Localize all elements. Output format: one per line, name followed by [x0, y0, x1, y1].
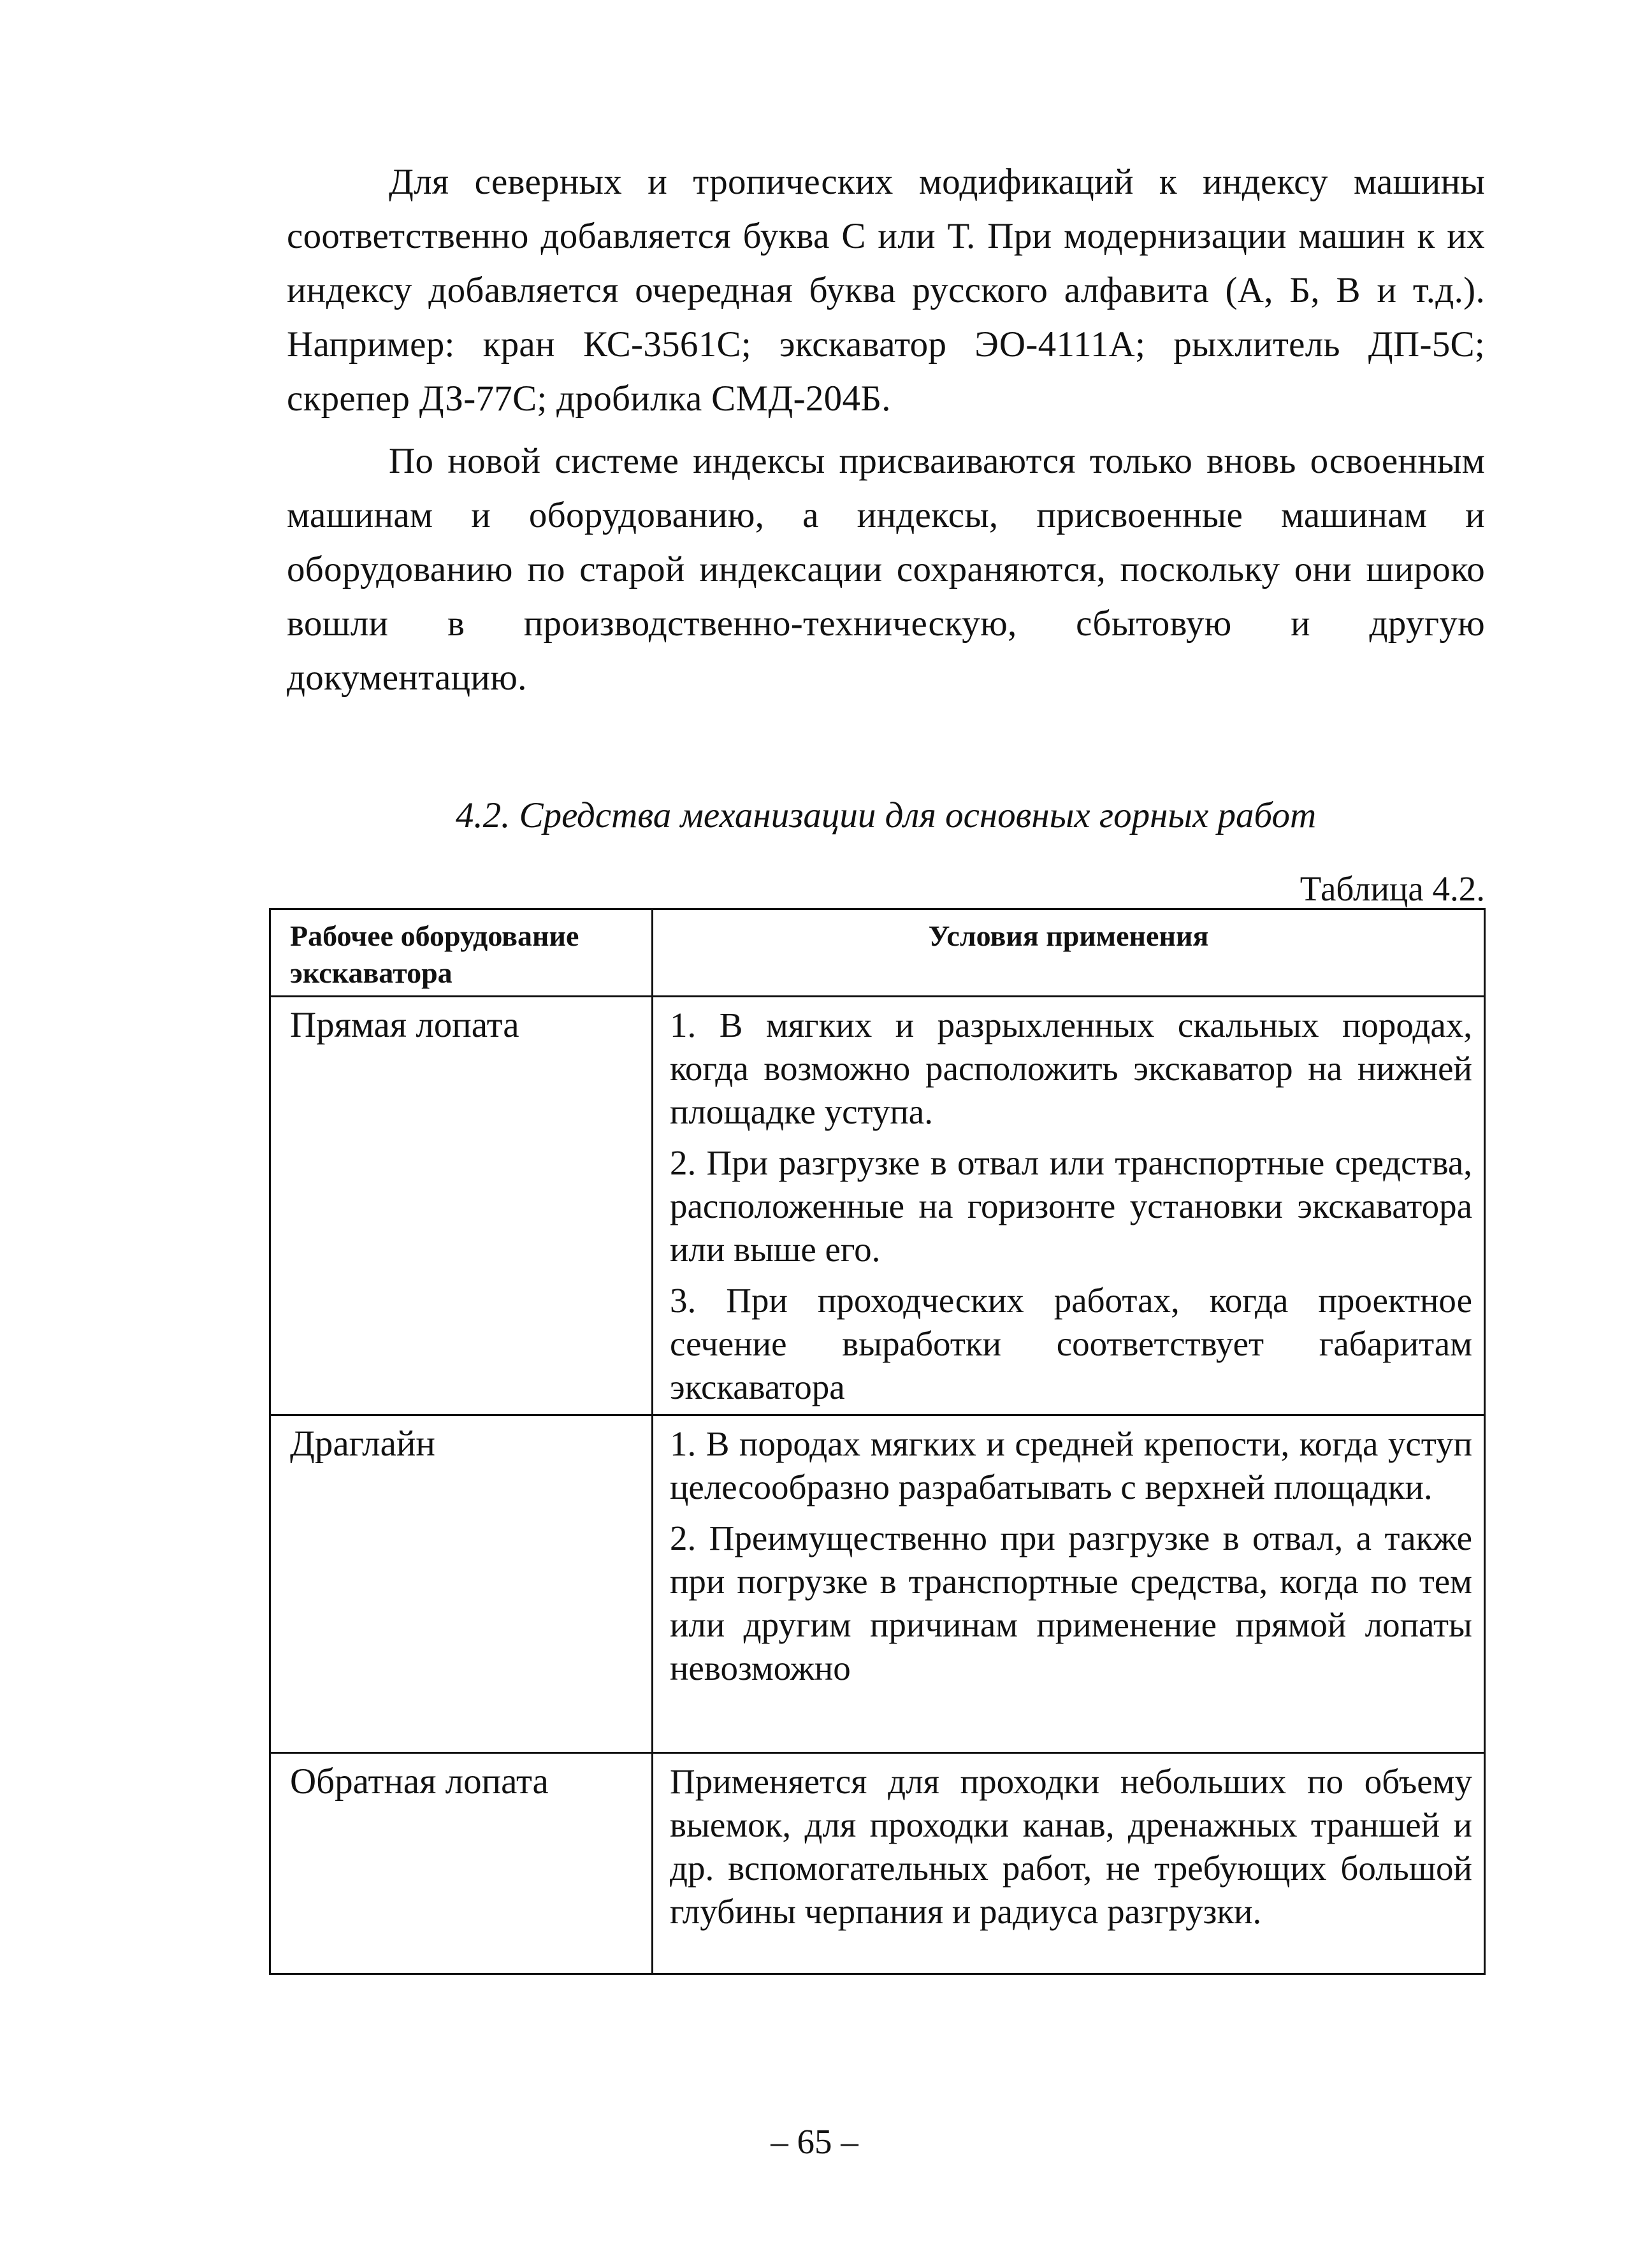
conditions-cell [653, 1753, 1485, 1974]
condition-item: 1. В породах мягких и средней крепости, когда уступ целесообразно разрабатывать с верхней площадки. [670, 1424, 1472, 1506]
excavator-equipment-table [269, 908, 1486, 1975]
header-equipment: Рабочее оборудование экскаватора [270, 909, 653, 997]
table-row [270, 1753, 1485, 1974]
table-row [270, 997, 1485, 1415]
condition-item: 2. При разгрузке в отвал или транспортные средства, расположенные на горизонте установки экскаватора или выше его. [670, 1143, 1472, 1269]
page-number: – 65 – [771, 2122, 858, 2161]
condition-item: 3. При проходческих работах, когда проектное сечение выработки соответствует габаритам экскаватора [670, 1281, 1472, 1406]
equipment-cell: Прямая лопата [270, 997, 653, 1415]
paragraph-index-modifications: Для северных и тропических модификаций к индексу машины соответственно добавляется буква С или Т. При модернизации машин к их индексу добавляется очередная буква русского алфавита (А, Б, В и т.д.). Например: кран КС-3561С; экскаватор ЭО-4111А; рыхлитель ДП-5С; скрепер ДЗ-77С; дробилка СМД-204Б. [287, 162, 1485, 419]
table-header-row [270, 909, 1485, 997]
condition-item: 1. В мягких и разрыхленных скальных породах, когда возможно расположить экскаватор на нижней площадке уступа. [670, 1006, 1472, 1131]
table-label: Таблица 4.2. [1300, 869, 1485, 908]
header-conditions: Условия применения [653, 909, 1485, 997]
conditions-cell [653, 1415, 1485, 1753]
conditions-cell [653, 997, 1485, 1415]
section-title: 4.2. Средства механизации для основных горных работ [455, 795, 1317, 835]
equipment-cell: Драглайн [270, 1415, 653, 1753]
table-row [270, 1415, 1485, 1753]
paragraph-new-index-system: По новой системе индексы присваиваются только вновь освоенным машинам и оборудованию, а индексы, присвоенные машинам и оборудованию по старой индексации сохраняются, поскольку они широко вошли в производственно-техническую, сбытовую и другую документацию. [287, 441, 1485, 698]
condition-item: Применяется для проходки небольших по объему выемок, для проходки канав, дренажных траншей и др. вспомогательных работ, не требующих большой глубины черпания и радиуса разгрузки. [670, 1762, 1472, 1931]
condition-item: 2. Преимущественно при разгрузке в отвал, а также при погрузке в транспортные средства, когда по тем или другим причинам применение прямой лопаты невозможно [670, 1519, 1472, 1687]
equipment-cell: Обратная лопата [270, 1753, 653, 1974]
